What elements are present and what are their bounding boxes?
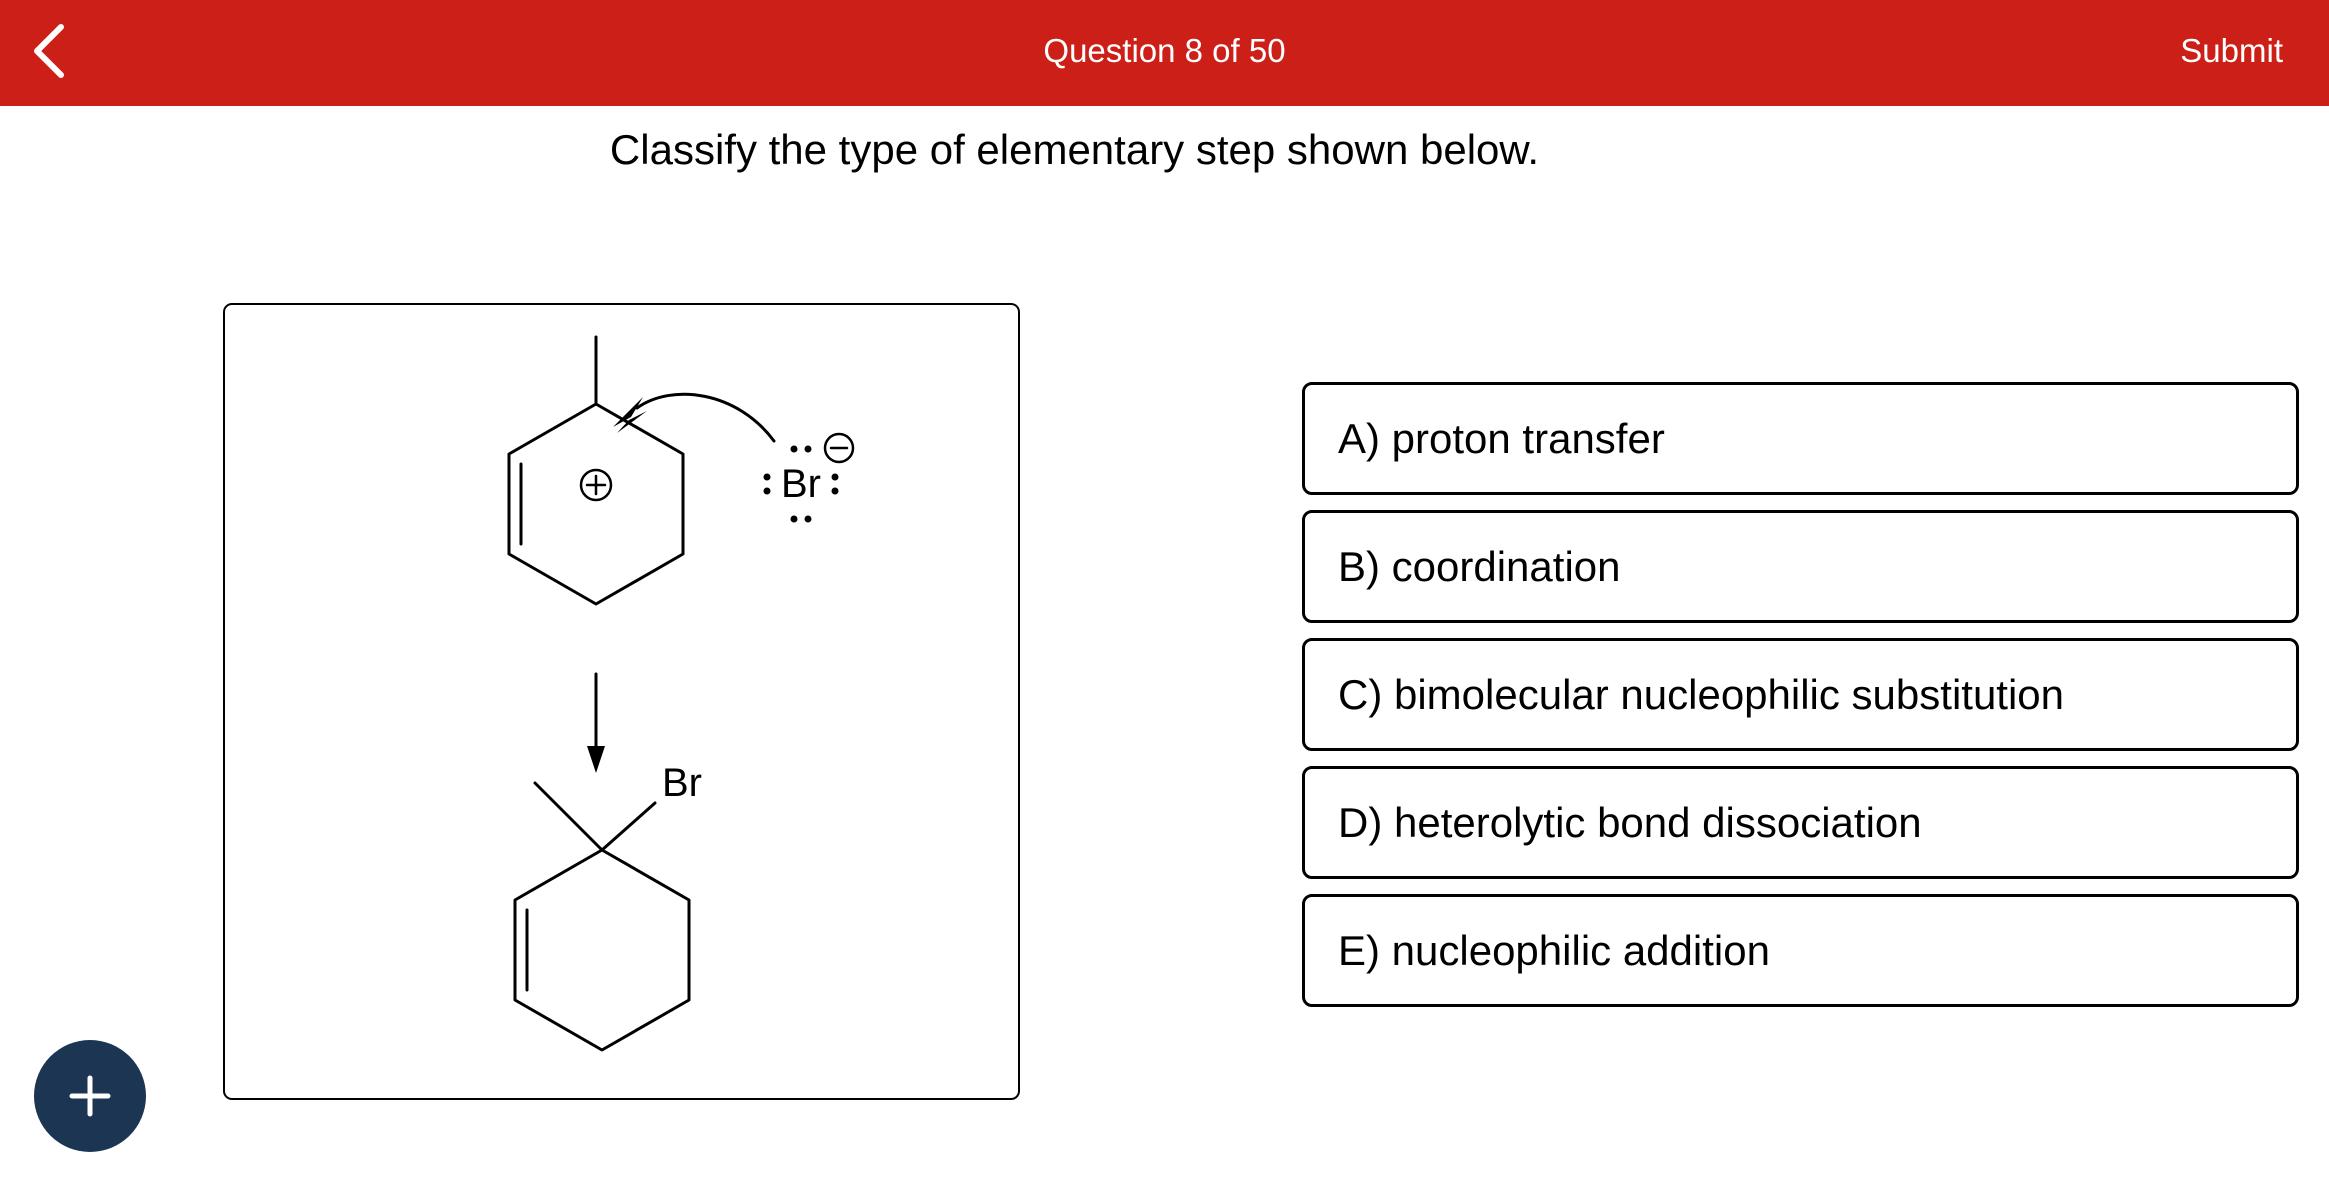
curved-arrow	[637, 394, 774, 441]
option-c[interactable]	[1302, 638, 2299, 751]
submit-button[interactable]: Submit	[2180, 32, 2283, 69]
bromide-label: Br	[781, 462, 821, 506]
reaction-arrow-head	[587, 746, 605, 773]
option-label: C) bimolecular nucleophilic substitution	[1338, 670, 2065, 718]
option-d[interactable]	[1302, 766, 2299, 879]
reaction-figure	[223, 303, 1020, 1100]
option-label: A) proton transfer	[1338, 414, 1665, 462]
product-br-label: Br	[662, 761, 702, 805]
reactant-ring	[509, 404, 683, 604]
plus-icon	[66, 1072, 114, 1120]
back-button[interactable]	[14, 16, 84, 86]
add-button[interactable]	[34, 1040, 146, 1152]
product-methyl-bond	[535, 783, 602, 850]
option-label: D) heterolytic bond dissociation	[1338, 798, 1922, 846]
chevron-left-icon	[29, 23, 69, 79]
option-b[interactable]	[1302, 510, 2299, 623]
option-label: E) nucleophilic addition	[1338, 926, 1770, 974]
top-bar	[0, 0, 2329, 106]
question-prompt: Classify the type of elementary step shown below.	[609, 126, 1540, 173]
option-e[interactable]	[1302, 894, 2299, 1007]
reaction-diagram	[225, 305, 1022, 1102]
product-ring	[515, 850, 689, 1050]
question-counter: Question 8 of 50	[1043, 32, 1286, 69]
answer-options	[1302, 382, 2299, 1022]
option-a[interactable]	[1302, 382, 2299, 495]
product-br-bond	[602, 803, 655, 850]
option-label: B) coordination	[1338, 542, 1621, 590]
